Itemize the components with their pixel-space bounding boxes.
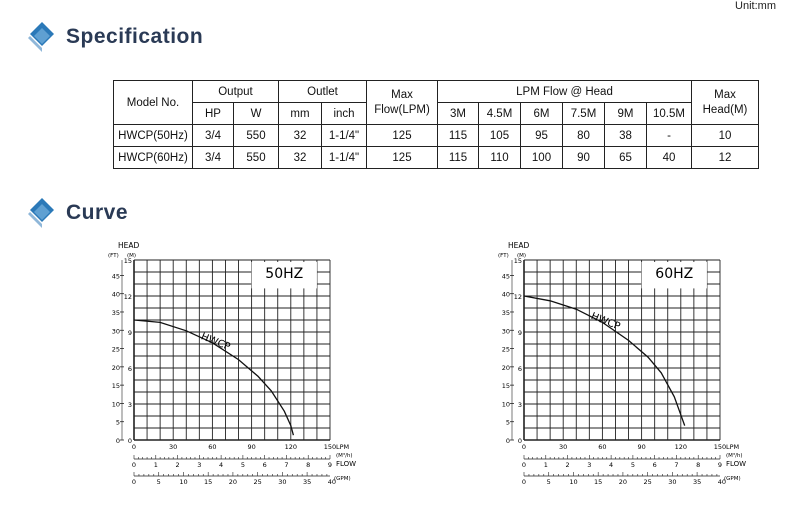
x-m3h-tick-label: 9 [327, 461, 333, 469]
diamond-logo-icon [28, 22, 56, 52]
model-cell: HWCP(60Hz) [114, 147, 193, 169]
head-4-5m-header: 4.5M [479, 103, 521, 125]
specification-table [113, 80, 759, 169]
flow-cell: 80 [563, 125, 605, 147]
x-lpm-tick-label: 0 [521, 443, 527, 451]
y-m-tick-label: 0 [127, 437, 132, 445]
flow-cell: - [647, 125, 692, 147]
x-lpm-tick-label: 30 [559, 443, 568, 451]
y-axis-label: HEAD [508, 241, 530, 250]
w-cell: 550 [234, 147, 279, 169]
y-ft-unit: (FT) [108, 253, 119, 259]
flow-cell: 115 [438, 125, 479, 147]
x-gpm-tick-label: 40 [327, 478, 336, 486]
y-m-tick-label: 6 [127, 365, 132, 373]
x-lpm-tick-label: 0 [131, 443, 137, 451]
table-row [114, 125, 759, 147]
table-header-row [114, 81, 759, 103]
inch-cell: 1-1/4" [322, 125, 367, 147]
hp-header: HP [193, 103, 234, 125]
flow-cell: 100 [521, 147, 563, 169]
specification-title: Specification [66, 25, 204, 48]
x-gpm-tick-label: 0 [131, 478, 137, 486]
x-gpm-unit: (GPM) [334, 476, 351, 482]
max-flow-header-line2: Flow(LPM) [374, 103, 430, 116]
mm-cell: 32 [279, 147, 322, 169]
x-m3h-tick-label: 4 [609, 461, 614, 469]
flow-cell: 40 [647, 147, 692, 169]
head-10-5m-header: 10.5M [647, 103, 692, 125]
head-7-5m-header: 7.5M [563, 103, 605, 125]
y-ft-tick-label: 5 [505, 418, 510, 427]
lpm-flow-header: LPM Flow @ Head [438, 81, 692, 103]
x-m3h-tick-label: 1 [543, 461, 548, 469]
hp-cell: 3/4 [193, 125, 234, 147]
y-ft-tick-label: 20 [501, 363, 510, 372]
y-ft-tick-label: 20 [111, 363, 120, 372]
head-3m-header: 3M [438, 103, 479, 125]
y-m-tick-label: 3 [517, 401, 522, 409]
x-gpm-tick-label: 20 [228, 478, 238, 486]
model-cell: HWCP(50Hz) [114, 125, 193, 147]
x-gpm-tick-label: 15 [204, 478, 213, 486]
y-m-tick-label: 12 [513, 293, 522, 301]
y-ft-tick-label: 0 [115, 437, 120, 445]
x-lpm-tick-label: 30 [169, 443, 178, 451]
x-gpm-tick-label: 10 [179, 478, 188, 486]
y-m-unit: (M) [517, 253, 527, 259]
x-lpm-tick-label: 150 [323, 443, 337, 451]
pump-curve-chart-60hz [486, 236, 766, 506]
chart-title: 50HZ [265, 266, 304, 282]
y-m-tick-label: 15 [123, 257, 132, 265]
x-m3h-tick-label: 1 [153, 461, 158, 469]
diamond-logo-icon [28, 198, 56, 228]
y-ft-unit: (FT) [498, 253, 509, 259]
inch-header: inch [322, 103, 367, 125]
w-cell: 550 [234, 125, 279, 147]
max-head-header [692, 81, 759, 125]
x-lpm-tick-label: 120 [674, 443, 688, 451]
max-flow-cell: 125 [367, 147, 438, 169]
x-gpm-tick-label: 30 [278, 478, 287, 486]
y-m-unit: (M) [127, 253, 137, 259]
mm-cell: 32 [279, 125, 322, 147]
y-m-tick-label: 0 [517, 437, 522, 445]
x-gpm-tick-label: 10 [569, 478, 578, 486]
max-head-header-line1: Max [714, 88, 736, 101]
x-lpm-tick-label: 60 [208, 443, 217, 451]
flow-cell: 38 [605, 125, 647, 147]
w-header: W [234, 103, 279, 125]
x-m3h-tick-label: 5 [630, 461, 635, 469]
x-flow-label: FLOW [336, 460, 357, 468]
y-ft-tick-label: 40 [501, 290, 510, 299]
x-m3h-tick-label: 8 [696, 461, 701, 469]
head-6m-header: 6M [521, 103, 563, 125]
output-header: Output [193, 81, 279, 103]
y-ft-tick-label: 35 [111, 308, 120, 317]
x-gpm-tick-label: 0 [521, 478, 527, 486]
x-gpm-tick-label: 25 [643, 478, 652, 486]
x-gpm-tick-label: 35 [302, 478, 312, 486]
x-m3h-tick-label: 0 [131, 461, 137, 469]
y-ft-tick-label: 15 [501, 382, 510, 391]
x-m3h-tick-label: 0 [521, 461, 527, 469]
x-lpm-label: LPM [336, 443, 350, 451]
flow-cell: 110 [479, 147, 521, 169]
y-ft-tick-label: 25 [501, 345, 510, 354]
y-axis-label: HEAD [118, 241, 140, 250]
x-gpm-tick-label: 30 [668, 478, 677, 486]
x-lpm-tick-label: 120 [284, 443, 298, 451]
flow-cell: 105 [479, 125, 521, 147]
inch-cell: 1-1/4" [322, 147, 367, 169]
y-m-tick-label: 3 [127, 401, 132, 409]
x-m3h-tick-label: 5 [240, 461, 245, 469]
max-flow-header-line1: Max [391, 88, 413, 101]
flow-cell: 90 [563, 147, 605, 169]
max-flow-cell: 125 [367, 125, 438, 147]
curve-title: Curve [66, 201, 129, 224]
x-lpm-tick-label: 90 [637, 443, 646, 451]
unit-label: Unit:mm [735, 0, 776, 12]
y-ft-tick-label: 45 [501, 272, 510, 281]
x-lpm-tick-label: 90 [247, 443, 256, 451]
x-m3h-tick-label: 7 [674, 461, 679, 469]
x-lpm-label: LPM [726, 443, 740, 451]
hp-cell: 3/4 [193, 147, 234, 169]
pump-curve-chart-50hz [96, 236, 376, 506]
y-ft-tick-label: 25 [111, 345, 120, 354]
x-gpm-unit: (GPM) [724, 476, 741, 482]
x-lpm-tick-label: 60 [598, 443, 607, 451]
mm-header: mm [279, 103, 322, 125]
y-m-tick-label: 9 [517, 329, 522, 337]
max-head-cell: 12 [692, 147, 759, 169]
outlet-header: Outlet [279, 81, 367, 103]
y-m-tick-label: 12 [123, 293, 132, 301]
x-gpm-tick-label: 20 [618, 478, 628, 486]
x-m3h-tick-label: 3 [587, 461, 592, 469]
head-9m-header: 9M [605, 103, 647, 125]
max-head-cell: 10 [692, 125, 759, 147]
y-ft-tick-label: 30 [501, 327, 510, 336]
x-m3h-tick-label: 7 [284, 461, 289, 469]
curve-label: HWCP [589, 310, 622, 333]
x-gpm-tick-label: 25 [253, 478, 262, 486]
curve-label: HWCP [199, 331, 232, 353]
x-m3h-tick-label: 2 [565, 461, 570, 469]
x-gpm-tick-label: 40 [717, 478, 726, 486]
y-ft-tick-label: 45 [111, 272, 120, 281]
y-ft-tick-label: 10 [111, 400, 120, 409]
flow-cell: 65 [605, 147, 647, 169]
x-gpm-tick-label: 35 [692, 478, 702, 486]
x-gpm-tick-label: 5 [156, 478, 161, 486]
x-lpm-tick-label: 150 [713, 443, 727, 451]
y-m-tick-label: 6 [517, 365, 522, 373]
y-ft-tick-label: 35 [501, 308, 510, 317]
x-m3h-tick-label: 9 [717, 461, 723, 469]
y-m-tick-label: 9 [127, 329, 132, 337]
x-m3h-tick-label: 4 [219, 461, 224, 469]
max-head-header-line2: Head(M) [702, 103, 748, 116]
y-ft-tick-label: 10 [501, 400, 510, 409]
y-ft-tick-label: 40 [111, 290, 120, 299]
chart-title: 60HZ [655, 266, 694, 282]
table-row [114, 147, 759, 169]
y-ft-tick-label: 0 [505, 437, 510, 445]
flow-cell: 95 [521, 125, 563, 147]
y-ft-tick-label: 30 [111, 327, 120, 336]
curve-heading [28, 198, 128, 228]
y-ft-tick-label: 5 [115, 418, 120, 427]
max-flow-header [367, 81, 438, 125]
flow-cell: 115 [438, 147, 479, 169]
x-gpm-tick-label: 5 [546, 478, 551, 486]
x-m3h-unit: (M³/h) [726, 453, 743, 459]
y-m-tick-label: 15 [513, 257, 522, 265]
x-gpm-tick-label: 15 [594, 478, 603, 486]
x-m3h-unit: (M³/h) [336, 453, 353, 459]
x-m3h-tick-label: 8 [306, 461, 311, 469]
x-flow-label: FLOW [726, 460, 747, 468]
model-header: Model No. [114, 81, 193, 125]
y-ft-tick-label: 15 [111, 382, 120, 391]
specification-heading [28, 22, 203, 52]
x-m3h-tick-label: 6 [652, 461, 657, 469]
x-m3h-tick-label: 3 [197, 461, 202, 469]
x-m3h-tick-label: 6 [262, 461, 267, 469]
x-m3h-tick-label: 2 [175, 461, 180, 469]
